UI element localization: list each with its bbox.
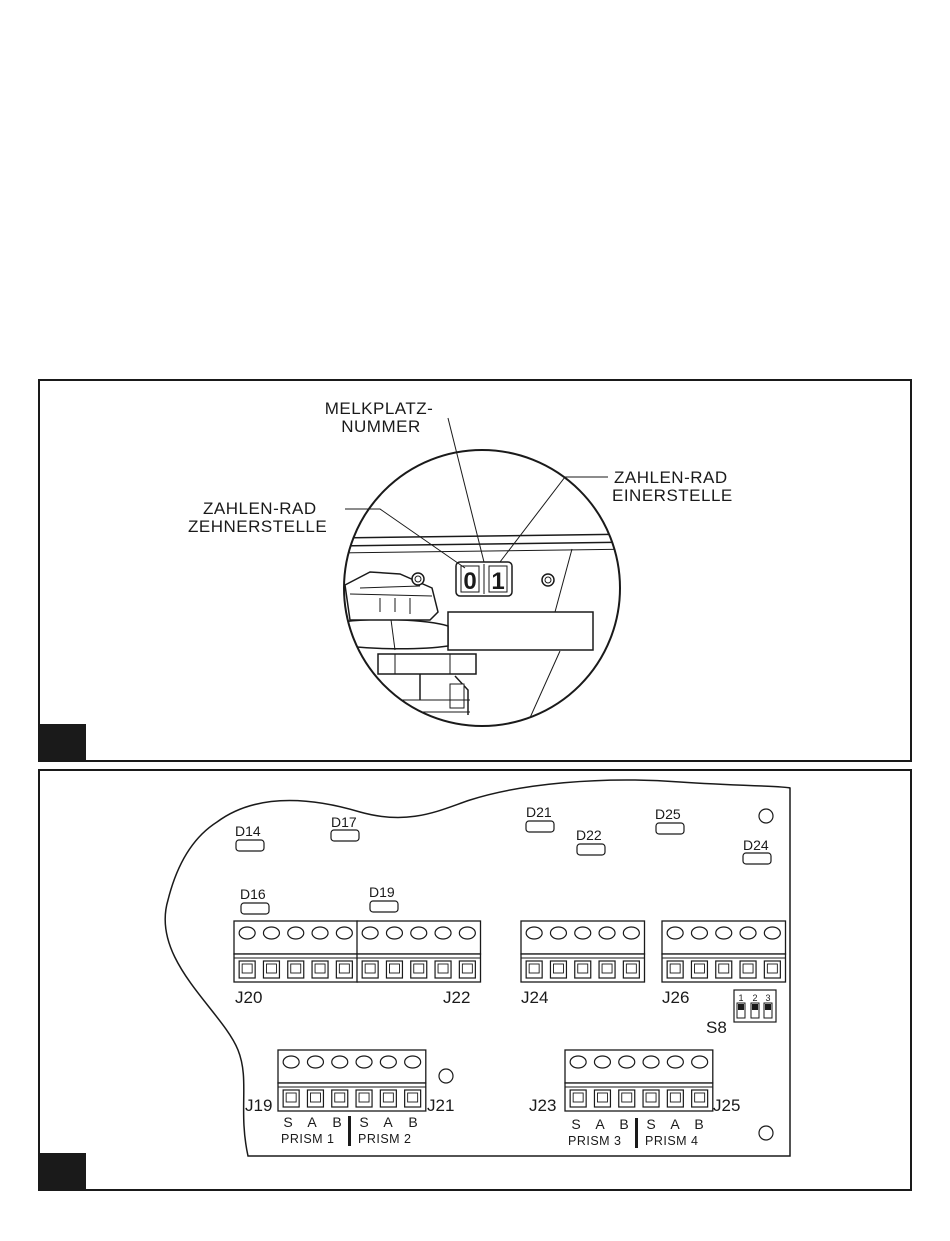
connector-label-j24: J24 — [521, 988, 549, 1007]
svg-text:D24: D24 — [743, 837, 769, 853]
connector-label-j21: J21 — [427, 1096, 455, 1115]
svg-text:B: B — [332, 1114, 342, 1130]
callout-tens-line1: ZAHLEN-RAD — [203, 499, 317, 518]
mount-hole — [759, 1126, 773, 1140]
connector-label-j22: J22 — [443, 988, 471, 1007]
svg-text:D19: D19 — [369, 884, 395, 900]
connector-label-j20: J20 — [235, 988, 263, 1007]
svg-text:D22: D22 — [576, 827, 602, 843]
callout-ones-line2: EINERSTELLE — [612, 486, 733, 505]
led-d25 — [655, 806, 684, 834]
svg-text:D17: D17 — [331, 814, 357, 830]
terminal-block-j23-j25 — [565, 1050, 713, 1111]
callout-ones-line1: ZAHLEN-RAD — [614, 468, 728, 487]
prism-label-4: PRISM 4 — [645, 1134, 699, 1148]
led-d19 — [369, 884, 398, 912]
led-d14 — [235, 823, 264, 851]
connector-label-j19: J19 — [245, 1096, 273, 1115]
svg-text:2: 2 — [752, 993, 758, 1003]
terminal-block-j20 — [234, 921, 358, 982]
led-d24 — [743, 837, 771, 864]
svg-text:A: A — [670, 1116, 680, 1132]
dip-switch-s8 — [734, 990, 776, 1022]
mount-hole — [439, 1069, 453, 1083]
callout-tens-line2: ZEHNERSTELLE — [188, 517, 328, 536]
svg-text:S: S — [359, 1114, 369, 1130]
callout-number-line2: NUMMER — [341, 417, 421, 436]
prism-label-2: PRISM 2 — [358, 1132, 412, 1146]
svg-text:D21: D21 — [526, 804, 552, 820]
svg-text:1: 1 — [738, 993, 744, 1003]
connector-label-j26: J26 — [662, 988, 690, 1007]
terminal-block-j26 — [662, 921, 786, 982]
callout-number-line1: MELKPLATZ- — [324, 399, 434, 418]
svg-text:D16: D16 — [240, 886, 266, 902]
digit-ones: 1 — [491, 568, 505, 595]
svg-text:A: A — [595, 1116, 605, 1132]
svg-text:3: 3 — [765, 993, 771, 1003]
terminal-block-j24 — [521, 921, 645, 982]
connector-label-j23: J23 — [529, 1096, 557, 1115]
digit-tens: 0 — [463, 568, 477, 595]
terminal-block-j22 — [357, 921, 481, 982]
svg-text:A: A — [383, 1114, 393, 1130]
terminal-block-j19-j21 — [278, 1050, 426, 1111]
bottom-panel-tab — [39, 1153, 86, 1190]
prism-divider — [348, 1116, 351, 1146]
led-d22 — [576, 827, 605, 855]
svg-text:B: B — [619, 1116, 629, 1132]
svg-text:A: A — [307, 1114, 317, 1130]
prism-divider — [635, 1118, 638, 1148]
svg-text:S: S — [646, 1116, 656, 1132]
switch-label-s8: S8 — [706, 1018, 727, 1037]
prism-label-1: PRISM 1 — [281, 1132, 335, 1146]
connector-label-j25: J25 — [713, 1096, 741, 1115]
mount-hole — [759, 809, 773, 823]
led-d21 — [526, 804, 554, 832]
svg-text:S: S — [571, 1116, 581, 1132]
svg-text:B: B — [694, 1116, 704, 1132]
led-d16 — [240, 886, 269, 914]
led-d17 — [331, 814, 359, 841]
svg-text:D25: D25 — [655, 806, 681, 822]
svg-text:B: B — [408, 1114, 418, 1130]
svg-text:D14: D14 — [235, 823, 261, 839]
prism-label-3: PRISM 3 — [568, 1134, 622, 1148]
svg-text:S: S — [283, 1114, 293, 1130]
